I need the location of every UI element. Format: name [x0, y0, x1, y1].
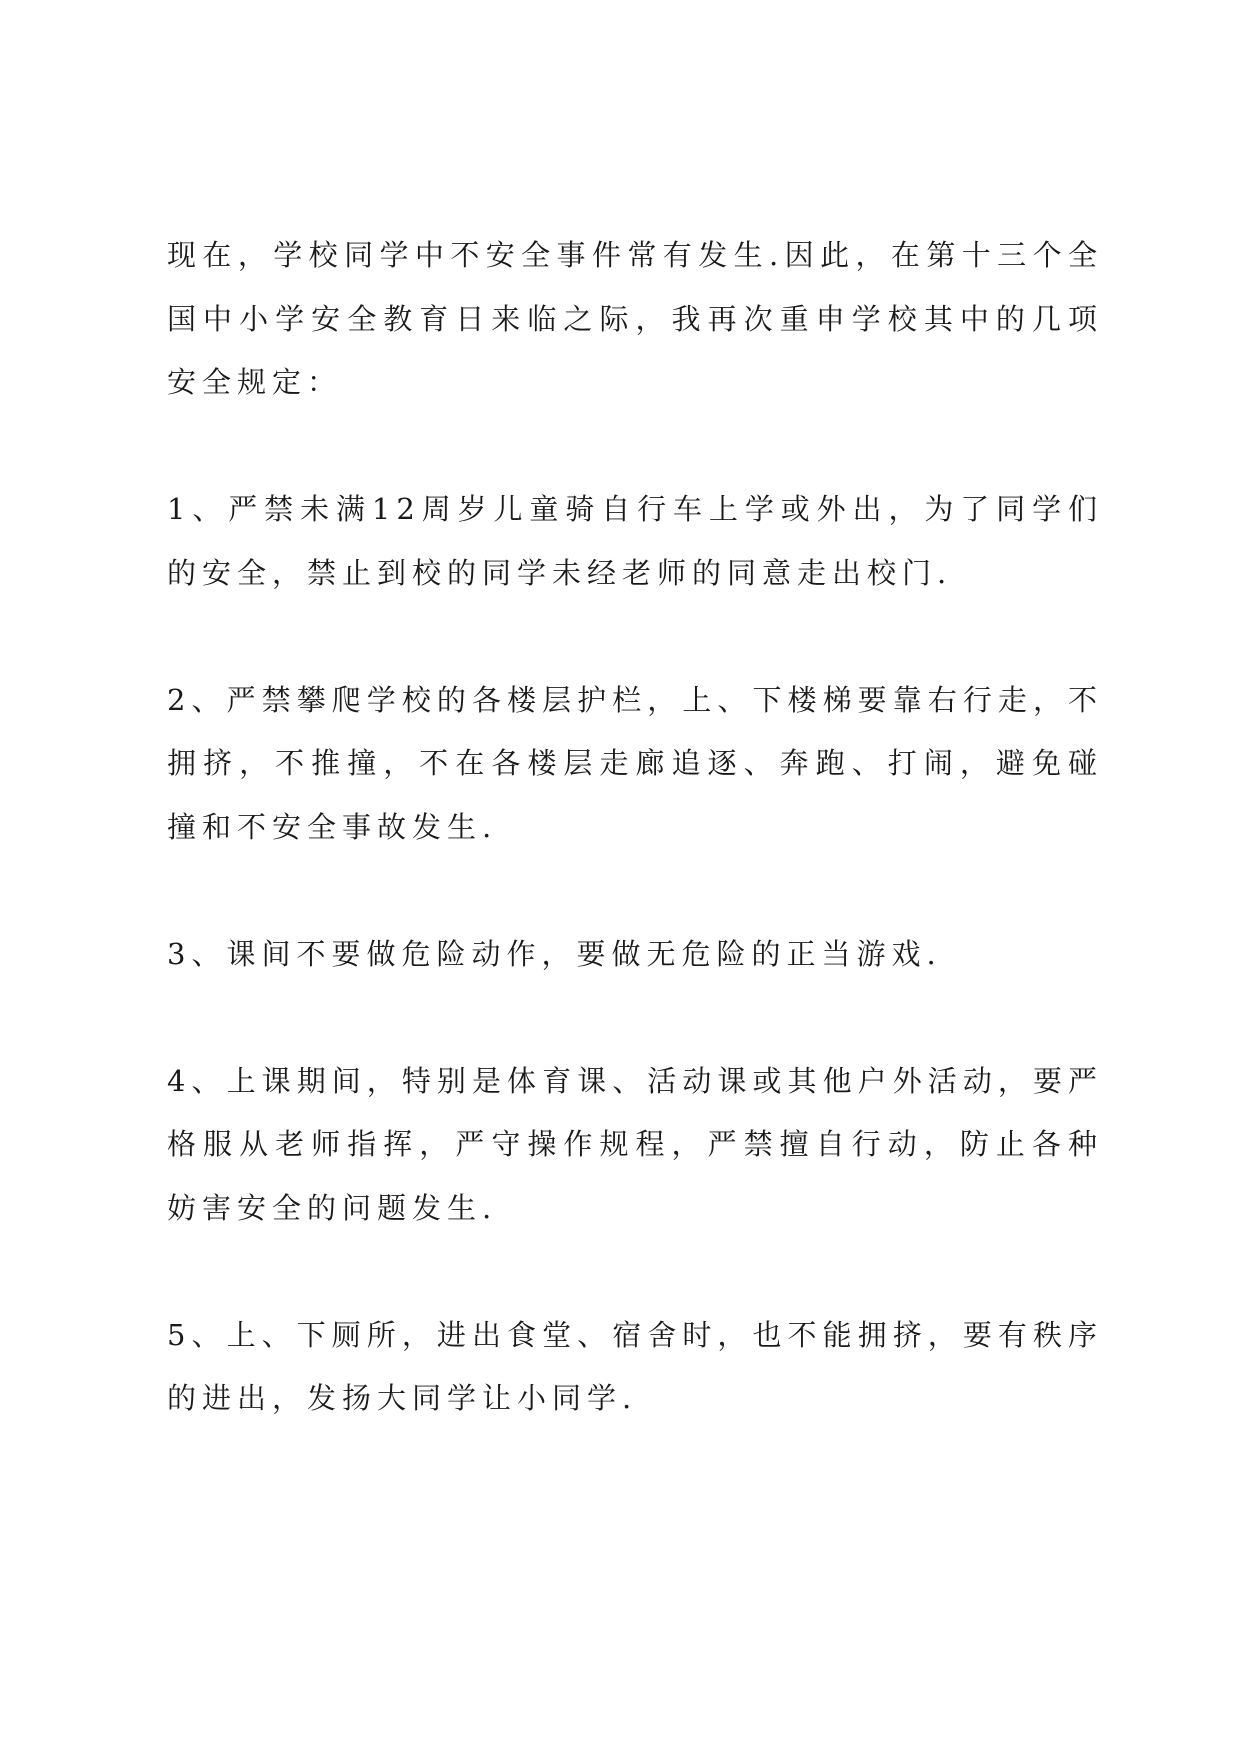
rule-4-paragraph: 4、上课期间，特别是体育课、活动课或其他户外活动，要严格服从老师指挥，严守操作规程，严禁擅自行动，防止各种妨害安全的问题发生.: [167, 1063, 1103, 1225]
rule-5-paragraph: 5、上、下厕所，进出食堂、宿舍时，也不能拥挤，要有秩序的进出，发扬大同学让小同学.: [167, 1317, 1103, 1415]
rule-2-paragraph: 2、严禁攀爬学校的各楼层护栏，上、下楼梯要靠右行走，不拥挤，不推撞，不在各楼层走廊追逐、奔跑、打闹，避免碰撞和不安全事故发生.: [167, 682, 1103, 844]
rule-1-paragraph: 1、严禁未满12周岁儿童骑自行车上学或外出，为了同学们的安全，禁止到校的同学未经老师的同意走出校门.: [167, 492, 1103, 590]
document-body: [167, 224, 1103, 1494]
rule-3-paragraph: 3、课间不要做危险动作，要做无危险的正当游戏.: [167, 936, 942, 971]
intro-paragraph: 现在，学校同学中不安全事件常有发生.因此，在第十三个全国中小学安全教育日来临之际，我再次重申学校其中的几项安全规定：: [167, 238, 1103, 399]
